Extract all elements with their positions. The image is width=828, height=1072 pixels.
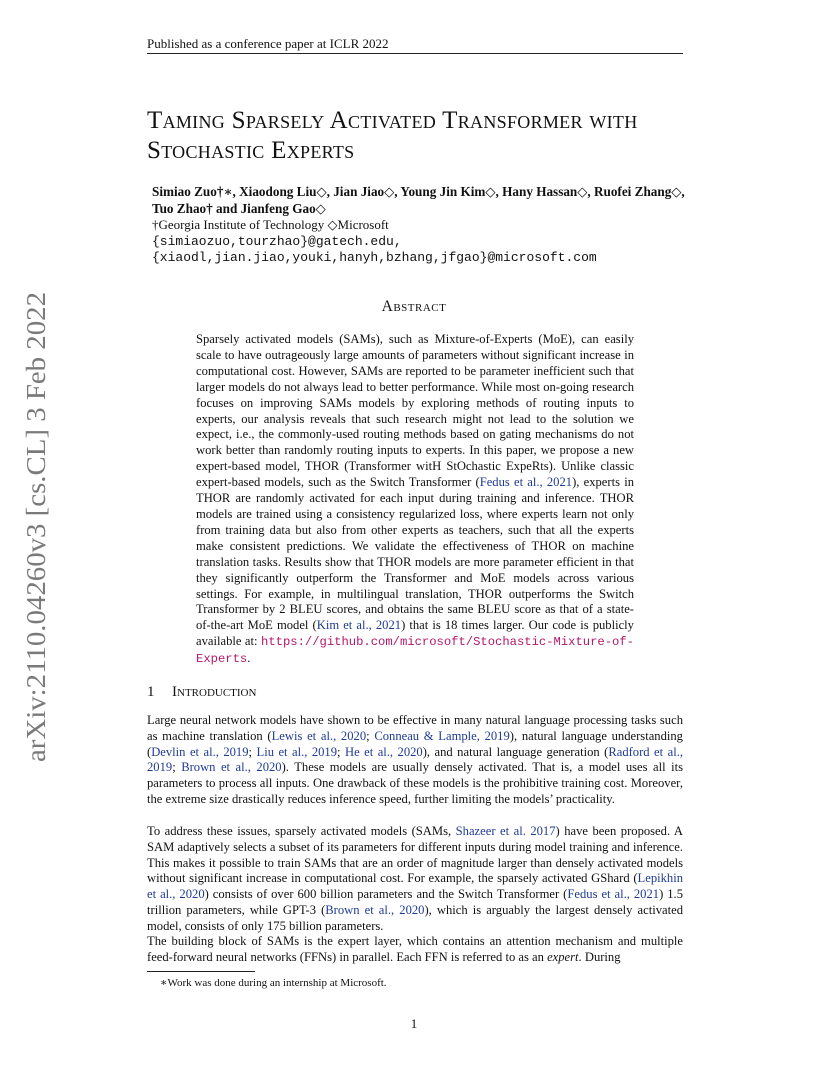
citation-link[interactable]: Conneau & Lample, 2019	[374, 728, 510, 743]
footnote: ∗Work was done during an internship at Microsoft.	[160, 977, 387, 989]
authors-line-2: Tuo Zhao† and Jianfeng Gao◇	[152, 201, 326, 216]
paper-title	[147, 106, 707, 166]
abstract-text-5: .	[247, 651, 251, 666]
text: ) 1.5 trillion parameters, while GPT-3 (	[147, 887, 683, 917]
citation-link[interactable]: Radford et al., 2019	[147, 744, 683, 775]
citation-link[interactable]: Fedus et al., 2021	[479, 475, 573, 490]
title-line-2: Stochastic Experts	[147, 137, 355, 164]
abstract-heading: Abstract	[381, 298, 447, 315]
citation-link[interactable]: He et al., 2020	[345, 744, 423, 759]
citation-link[interactable]: Devlin et al., 2019	[151, 744, 249, 759]
email-gatech: {simiaozuo,tourzhao}@gatech.edu,	[152, 234, 402, 249]
affiliations: †Georgia Institute of Technology ◇Microsoft	[152, 217, 389, 232]
text: ) consists of over 600 billion parameters and the Switch Transformer (	[204, 887, 568, 902]
abstract-text-2: ). Unlike classic expert-based models, such as the Switch Transformer (	[196, 459, 635, 490]
thor-expansion: Transformer witH StOchastic ExpeRts	[348, 459, 549, 474]
text: ), which is arguably the largest densely activated model, consists of only 175 billion parameters.	[147, 902, 684, 933]
running-header: Published as a conference paper at ICLR 2022	[147, 36, 389, 51]
text: ). These models are usually densely activated. That is, a model uses all its parameters to process all inputs. One drawback of these models is the prohibitive training cost. Moreover, the extreme size drastically reduces inference speed, further limiting the models’ practicality.	[147, 760, 683, 806]
text: ), and natural language generation (	[422, 744, 609, 759]
abstract-body	[196, 332, 634, 668]
intro-paragraph-2	[147, 824, 683, 935]
emphasis-expert: expert	[547, 949, 579, 964]
citation-link[interactable]: Lepikhin et al., 2020	[147, 871, 683, 902]
header-rule	[147, 53, 683, 54]
citation-link[interactable]: Liu et al., 2019	[256, 744, 338, 759]
text: Large neural network models have shown to be effective in many natural language processing tasks such as machine translation (	[147, 713, 683, 743]
authors-line-1: Simiao Zuo†∗, Xiaodong Liu◇, Jian Jiao◇, Young Jin Kim◇, Hany Hassan◇, Ruofei Zhang◇,	[152, 184, 685, 199]
text: ;	[172, 760, 182, 775]
citation-link[interactable]: Brown et al., 2020	[181, 760, 282, 775]
section-heading	[147, 684, 256, 701]
citation-link[interactable]: Shazeer et al. 2017	[455, 824, 556, 838]
section-title: Introduction	[172, 684, 257, 700]
abstract-text-4: ) that is 18 times larger. Our code is publicly available at:	[196, 618, 634, 649]
text: ), natural language understanding (	[147, 728, 683, 759]
text: . During	[578, 949, 621, 964]
text: ) have been proposed. A SAM adaptively selects a subset of its parameters for different inputs during model training and inference. This makes it possible to train SAMs that are an order of magnitude larger than densely activated models without significant increase in computational cost. For example, the sparsely activated GShard (	[147, 824, 683, 886]
section-number: 1	[147, 684, 155, 700]
citation-link[interactable]: Brown et al., 2020	[325, 902, 425, 917]
title-line-1: Taming Sparsely Activated Transformer with	[147, 107, 638, 134]
author-list	[152, 183, 692, 217]
intro-paragraph-1	[147, 713, 683, 808]
text: To address these issues, sparsely activated models (SAMs,	[147, 824, 456, 838]
email-microsoft: {xiaodl,jian.jiao,youki,hanyh,bzhang,jfgao}@microsoft.com	[152, 250, 597, 265]
footnote-rule	[147, 971, 255, 972]
abstract-text-1: Sparsely activated models (SAMs), such as Mixture-of-Experts (MoE), can easily scale to have outrageously large amounts of parameters without significant increase in computational cost. However, SAMs are reported to be parameter inefficient such that larger models do not always lead to better performance. While most on-going research focuses on improving SAMs models by exploring methods of routing inputs to experts, our analysis reveals that such research might not lead to the solution we expect, i.e., the commonly-used routing methods based on gating mechanisms do not work better than randomly routing inputs to experts. In this paper, we propose a new expert-based model, THOR (	[196, 332, 634, 474]
page-number: 1	[410, 1016, 418, 1031]
code-url-link[interactable]: https://github.com/microsoft/Stochastic-Mixture-of-Experts	[196, 635, 634, 667]
text: ;	[337, 744, 345, 759]
citation-link[interactable]: Lewis et al., 2020	[271, 728, 367, 743]
text: ;	[248, 744, 257, 759]
arxiv-stamp-text: arXiv:2110.04260v3 [cs.CL] 3 Feb 2022	[20, 313, 51, 762]
citation-link[interactable]: Fedus et al., 2021	[567, 887, 660, 902]
abstract-text-3: ), experts in THOR are randomly activated for each input during training and inference. THOR models are trained using a consistency regularized loss, where experts learn not only from training data but also from other experts as teachers, such that all the experts make consistent predictions. We validate the effectiveness of THOR on machine translation tasks. Results show that THOR models are more parameter efficient in that they significantly outperform the Transformer and MoE models across various settings. For example, in multilingual translation, THOR outperforms the Switch Transformer by 2 BLEU scores, and obtains the same BLEU score as that of a state-of-the-art MoE model (	[196, 475, 634, 633]
citation-link[interactable]: Kim et al., 2021	[316, 618, 402, 633]
intro-paragraph-3	[147, 934, 683, 966]
text: ;	[366, 728, 375, 743]
text: The building block of SAMs is the expert layer, which contains an attention mechanism and multiple feed-forward neural networks (FFNs) in parallel. Each FFN is referred to as an	[147, 934, 683, 964]
author-emails	[152, 234, 597, 266]
